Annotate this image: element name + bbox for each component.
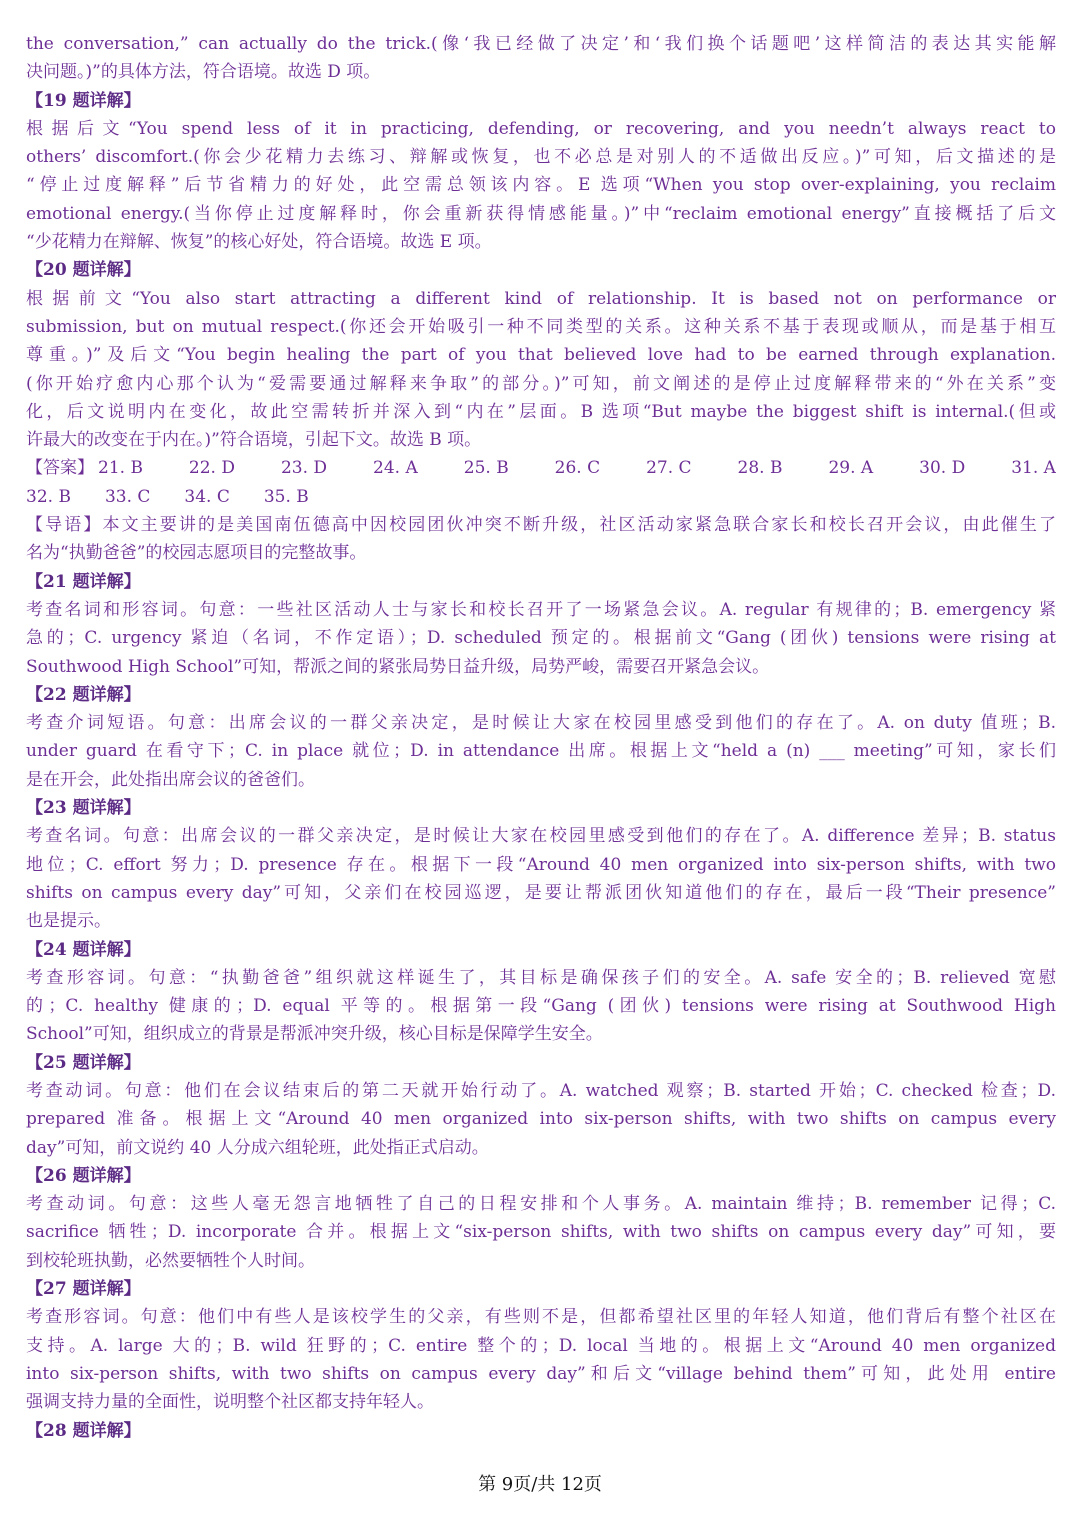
paragraph-line: the conversation,” can actually do the trick.(像‘我已经做了决定’和‘我们换个话题吧’这样简洁的表达其实能解	[26, 34, 1056, 54]
paragraph-line: 根据后文“You spend less of it in practicing, defending, or recovering, and you needn’t always react to	[26, 118, 1056, 139]
paragraph-line: “停止过度解释”后节省精力的好处，此空需总领该内容。E 选项“When you stop over-explaining, you reclaim	[26, 175, 1056, 196]
paragraph-line: 地位；C. effort 努力；D. presence 存在。根据下一段“Around 40 men organized into six-person shifts, with two	[26, 854, 1056, 875]
section-heading: 【24 题详解】	[26, 939, 141, 960]
paragraph-line: 也是提示。	[26, 911, 111, 932]
paragraph-line: 化，后文说明内在变化，故此空需转折并深入到“内在”层面。B 选项“But maybe the biggest shift is internal.(但或	[26, 401, 1056, 422]
answer-item: 25. B	[463, 458, 509, 479]
paragraph-line: prepared 准备。根据上文“Around 40 men organized into six-person shifts, with two shifts on campus every	[26, 1109, 1056, 1130]
answer-key-label: 【答案】	[26, 458, 94, 479]
paragraph-line: 许最大的改变在于内在。)”符合语境，引起下文。故选 B 项。	[26, 430, 482, 451]
paragraph-line: submission, but on mutual respect.(你还会开始吸引一种不同类型的关系。这种关系不基于表现或顺从，而是基于相互	[26, 316, 1056, 337]
answer-item: 32. B	[26, 486, 71, 507]
paragraph-line: (你开始疗愈内心那个认为“爱需要通过解释来争取”的部分。)”可知，前文阐述的是停止过度解释带来的“外在关系”变	[26, 373, 1056, 394]
answer-item: 31. A	[1011, 458, 1056, 479]
paragraph-line: 考查介词短语。句意：出席会议的一群父亲决定，是时候让大家在校园里感受到他们的存在了。A. on duty 值班；B.	[26, 713, 1056, 734]
paragraph-line: 到校轮班执勤，必然要牺牲个人时间。	[26, 1250, 315, 1271]
paragraph-line: shifts on campus every day”可知，父亲们在校园巡逻，是要让帮派团伙知道他们的存在，最后一段“Their presence”	[26, 882, 1056, 903]
paragraph-line: 决问题。)”的具体方法，符合语境。故选 D 项。	[26, 62, 381, 83]
paragraph-line: Southwood High School”可知，帮派之间的紧张局势日益升级，局势严峻，需要召开紧急会议。	[26, 656, 770, 677]
paragraph-line: 考查动词。句意：他们在会议结束后的第二天就开始行动了。A. watched 观察；B. started 开始；C. checked 检查；D.	[26, 1080, 1056, 1101]
paragraph-line: 【导语】本文主要讲的是美国南伍德高中因校园团伙冲突不断升级，社区活动家紧急联合家长和校长召开会议，由此催生了	[26, 515, 1056, 536]
paragraph-line: 急的；C. urgency 紧迫（名词，不作定语）；D. scheduled 预定的。根据前文“Gang (团伙) tensions were rising at	[26, 628, 1056, 649]
paragraph-line: 考查动词。句意：这些人毫无怨言地牺牲了自己的日程安排和个人事务。A. maintain 维持；B. remember 记得；C.	[26, 1194, 1056, 1215]
answer-item: 24. A	[373, 458, 418, 479]
answer-item: 27. C	[646, 458, 692, 479]
paragraph-line: under guard 在看守下；C. in place 就位；D. in attendance 出席。根据上文“held a (n) ___ meeting”可知，家长们	[26, 741, 1056, 762]
answer-item: 34. C	[184, 486, 230, 507]
paragraph-line: 强调支持力量的全面性，说明整个社区都支持年轻人。	[26, 1392, 434, 1413]
answer-item: 29. A	[828, 458, 874, 479]
paragraph-line: 考查名词和形容词。句意：一些社区活动人士与家长和校长召开了一场紧急会议。A. regular 有规律的；B. emergency 紧	[26, 599, 1056, 620]
answer-item: 23. D	[280, 458, 328, 479]
section-heading: 【26 题详解】	[26, 1165, 141, 1186]
answer-item: 28. B	[737, 458, 783, 479]
answer-item: 33. C	[104, 486, 151, 507]
paragraph-line: School”可知，组织成立的背景是帮派冲突升级，核心目标是保障学生安全。	[26, 1024, 603, 1045]
answer-item: 22. D	[188, 458, 235, 479]
section-heading: 【27 题详解】	[26, 1279, 141, 1300]
paragraph-line: 考查形容词。句意：他们中有些人是该校学生的父亲，有些则不是，但都希望社区里的年轻人知道，他们背后有整个社区在	[26, 1307, 1056, 1328]
paragraph-line: 是在开会，此处指出席会议的爸爸们。	[26, 769, 315, 790]
answer-item: 21. B	[98, 458, 143, 479]
paragraph-line: day”可知，前文说约 40 人分成六组轮班，此处指正式启动。	[26, 1137, 489, 1158]
section-heading: 【25 题详解】	[26, 1052, 141, 1073]
paragraph-line: 支持。A. large 大的；B. wild 狂野的；C. entire 整个的；D. local 当地的。根据上文“Around 40 men organized	[26, 1335, 1056, 1356]
section-heading: 【19 题详解】	[26, 90, 141, 111]
paragraph-line: 根据前文“You also start attracting a different kind of relationship. It is based not on performance or	[26, 288, 1056, 309]
document-body	[26, 30, 1056, 1460]
answer-item: 35. B	[263, 486, 309, 507]
paragraph-line: “少花精力在辩解、恢复”的核心好处，符合语境。故选 E 项。	[26, 232, 492, 253]
paragraph-line: 尊重。)”及后文“You begin healing the part of you that believed love had to be earned through explanation.	[26, 345, 1056, 366]
section-heading: 【20 题详解】	[26, 260, 141, 281]
paragraph-line: sacrifice 牺牲；D. incorporate 合并。根据上文“six-person shifts, with two shifts on campus every day”可知，要	[26, 1222, 1056, 1243]
section-heading: 【21 题详解】	[26, 571, 141, 592]
paragraph-line: 考查形容词。句意：“执勤爸爸”组织就这样诞生了，其目标是确保孩子们的安全。A. safe 安全的；B. relieved 宽慰	[26, 967, 1056, 988]
answer-key-row	[26, 454, 1056, 482]
answer-key-start	[26, 454, 143, 482]
answer-item: 26. C	[554, 458, 601, 479]
section-heading: 【28 题详解】	[26, 1420, 141, 1441]
answer-key-row	[26, 483, 1056, 511]
paragraph-line: 考查名词。句意：出席会议的一群父亲决定，是时候让大家在校园里感受到他们的存在了。A. difference 差异；B. status	[26, 826, 1056, 847]
paragraph-line: emotional energy.(当你停止过度解释时，你会重新获得情感能量。)”中“reclaim emotional energy”直接概括了后文	[26, 203, 1056, 224]
paragraph-line: 的；C. healthy 健康的；D. equal 平等的。根据第一段“Gang (团伙) tensions were rising at Southwood High	[26, 996, 1056, 1017]
answer-item: 30. D	[919, 458, 966, 479]
paragraph-line: 名为“执勤爸爸”的校园志愿项目的完整故事。	[26, 543, 367, 564]
page-number: 第 9页/共 12页	[478, 1474, 602, 1495]
section-heading: 【22 题详解】	[26, 684, 141, 705]
paragraph-line: into six-person shifts, with two shifts on campus every day”和后文“village behind them”可知，此处用 entire	[26, 1363, 1056, 1384]
paragraph-line: others’ discomfort.(你会少花精力去练习、辩解或恢复，也不必总是对别人的不适做出反应。)”可知，后文描述的是	[26, 147, 1056, 168]
section-heading: 【23 题详解】	[26, 798, 141, 819]
